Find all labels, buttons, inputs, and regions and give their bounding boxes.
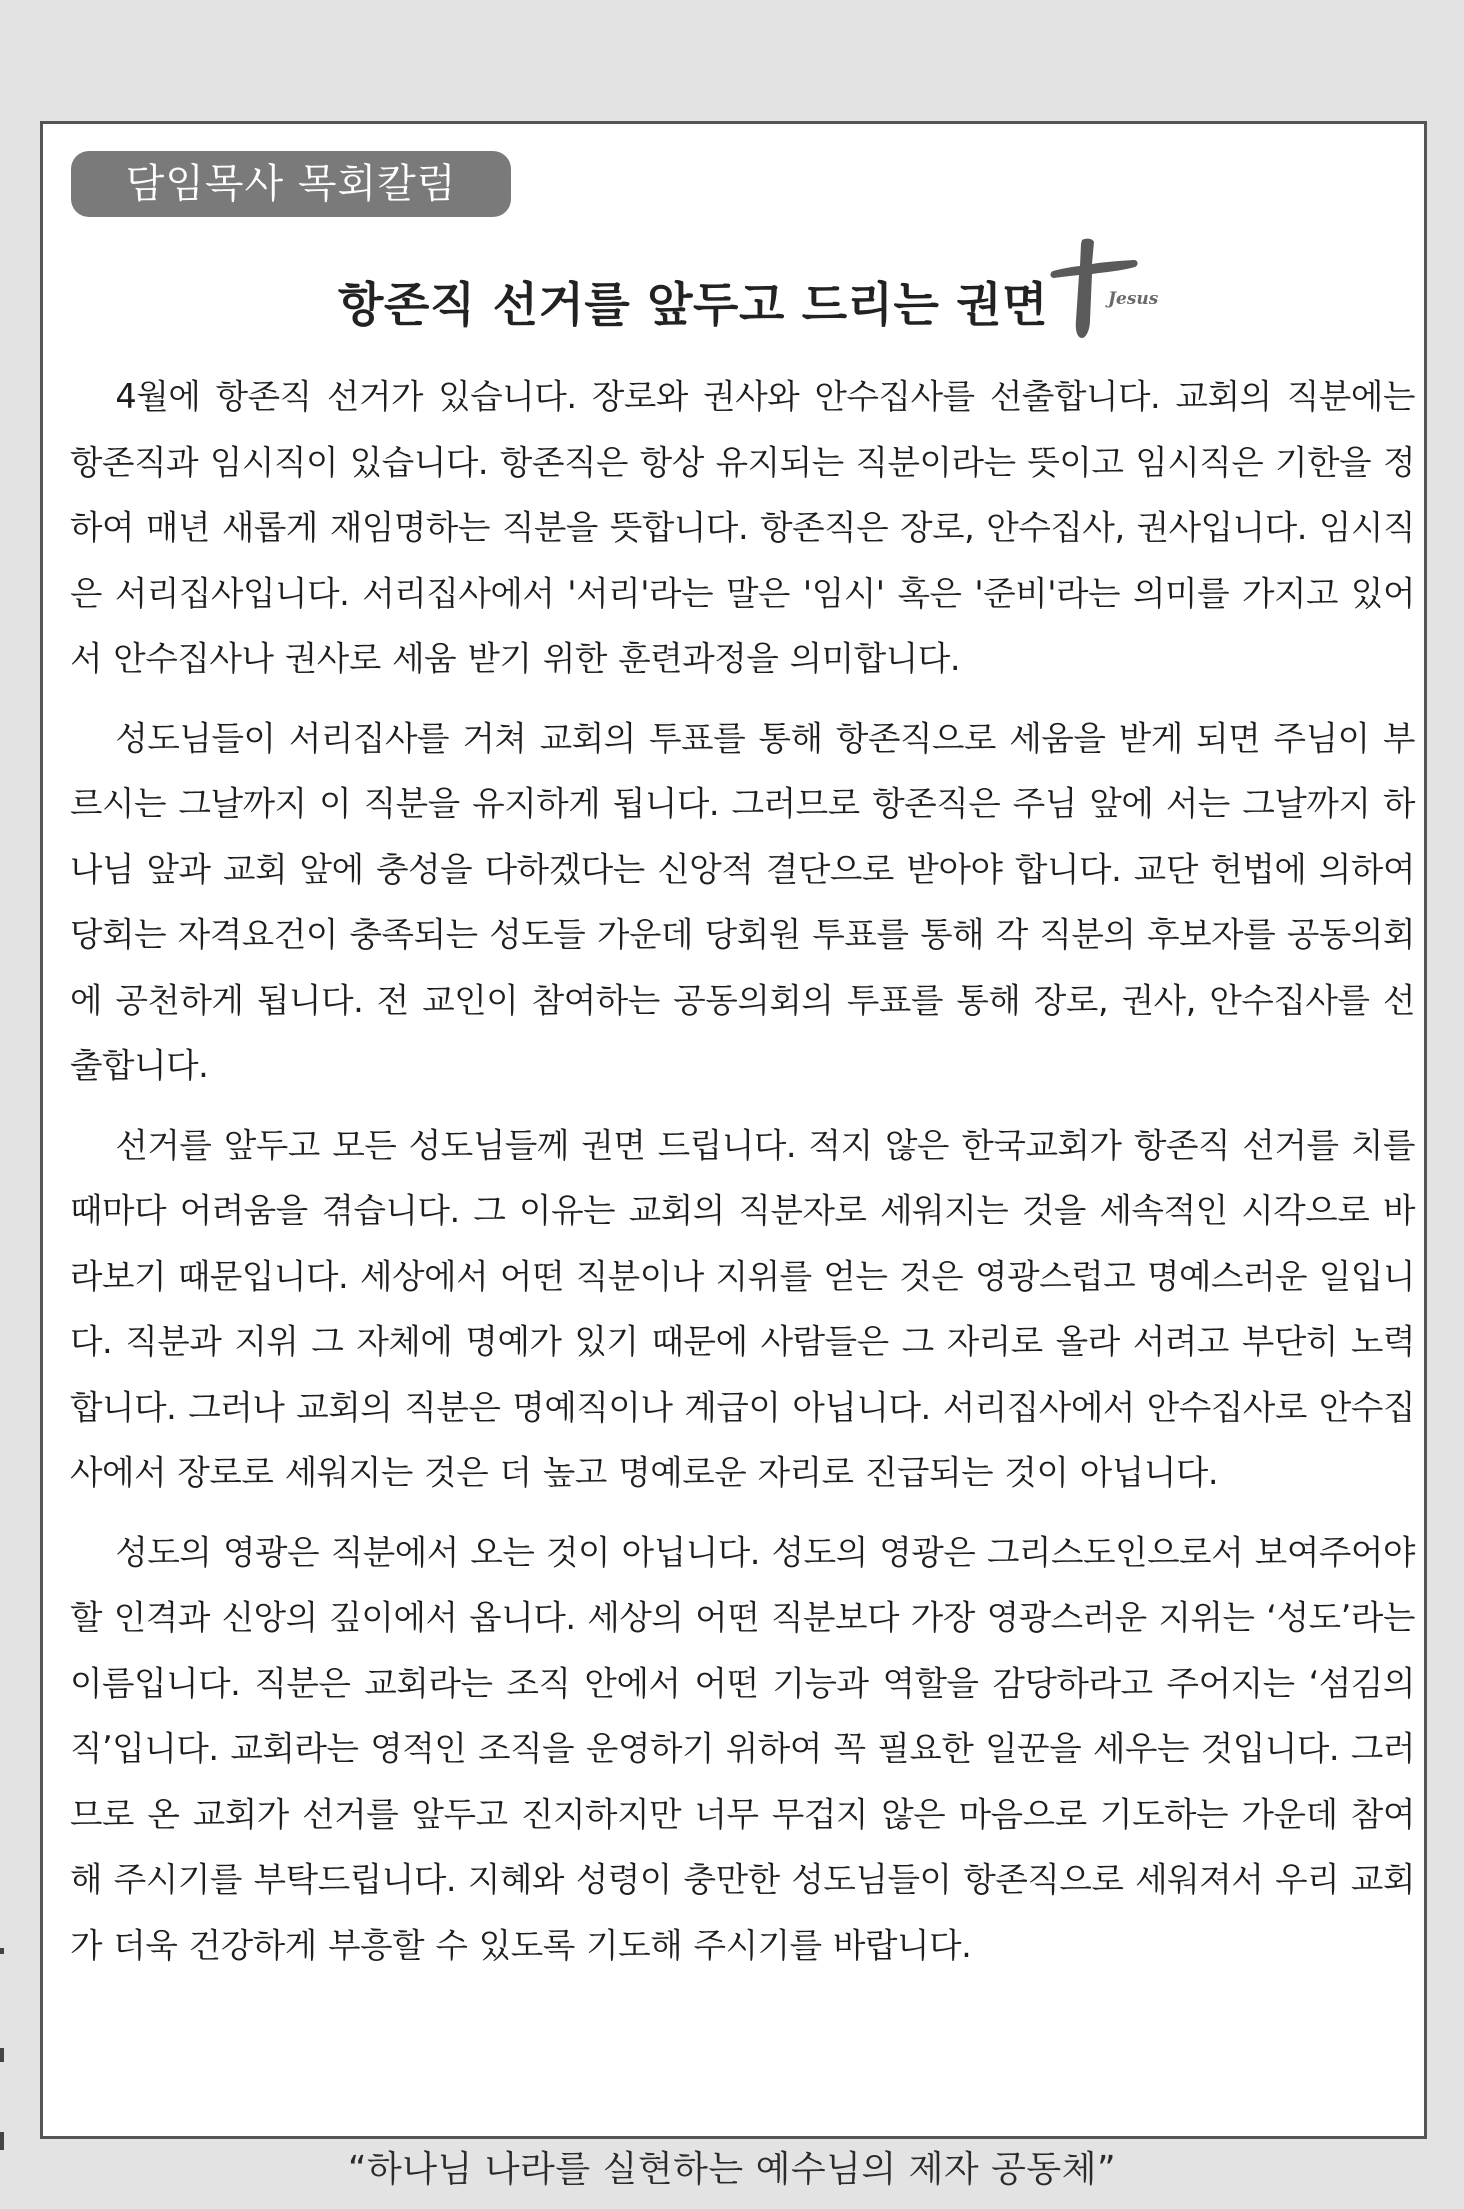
- footer-motto: “하나님 나라를 실현하는 예수님의 제자 공동체”: [347, 2149, 1117, 2190]
- column-title: 항존직 선거를 앞두고 드리는 권면: [338, 278, 1049, 333]
- section-tag: 담임목사 목회칼럼: [71, 151, 511, 217]
- cross-caption: Jesus: [1108, 289, 1159, 309]
- column-frame: [40, 121, 1427, 2139]
- column-body: [70, 364, 1415, 1978]
- paragraph-4: 성도의 영광은 직분에서 오는 것이 아닙니다. 성도의 영광은 그리스도인으로서 보여주어야 할 인격과 신앙의 깊이에서 옵니다. 세상의 어떤 직분보다 가장 영광스러운 지위는 ‘성도’라는 이름입니다. 직분은 교회라는 조직 안에서 어떤 기능과 역할을 감당하라고 주어지는 ‘섬김의 직’입니다. 교회라는 영적인 조직을 운영하기 위하여 꼭 필요한 일꾼을 세우는 것입니다. 그러므로 온 교회가 선거를 앞두고 진지하지만 너무 무겁지 않은 마음으로 기도하는 가운데 참여해 주시기를 부탁드립니다. 지혜와 성령이 충만한 성도님들이 항존직으로 세워져서 우리 교회가 더욱 건강하게 부흥할 수 있도록 기도해 주시기를 바랍니다.: [70, 1532, 1415, 1965]
- paragraph-2: 성도님들이 서리집사를 거쳐 교회의 투표를 통해 항존직으로 세움을 받게 되면 주님이 부르시는 그날까지 이 직분을 유지하게 됩니다. 그러므로 항존직은 주님 앞에 서는 그날까지 하나님 앞과 교회 앞에 충성을 다하겠다는 신앙적 결단으로 받아야 합니다. 교단 헌법에 의하여 당회는 자격요건이 충족되는 성도들 가운데 당회원 투표를 통해 각 직분의 후보자를 공동의회에 공천하게 됩니다. 전 교인이 참여하는 공동의회의 투표를 통해 장로, 권사, 안수집사를 선출합니다.: [70, 718, 1415, 1085]
- paragraph-3: 선거를 앞두고 모든 성도님들께 권면 드립니다. 적지 않은 한국교회가 항존직 선거를 치를 때마다 어려움을 겪습니다. 그 이유는 교회의 직분자로 세워지는 것을 세속적인 시각으로 바라보기 때문입니다. 세상에서 어떤 직분이나 지위를 얻는 것은 영광스럽고 명예스러운 일입니다. 직분과 지위 그 자체에 명예가 있기 때문에 사람들은 그 자리로 올라 서려고 부단히 노력합니다. 그러나 교회의 직분은 명예직이나 계급이 아닙니다. 서리집사에서 안수집사로 안수집사에서 장로로 세워지는 것은 더 높고 명예로운 자리로 진급되는 것이 아닙니다.: [70, 1125, 1415, 1492]
- paragraph-1: 4월에 항존직 선거가 있습니다. 장로와 권사와 안수집사를 선출합니다. 교회의 직분에는 항존직과 임시직이 있습니다. 항존직은 항상 유지되는 직분이라는 뜻이고 임시직은 기한을 정하여 매년 새롭게 재임명하는 직분을 뜻합니다. 항존직은 장로, 안수집사, 권사입니다. 임시직은 서리집사입니다. 서리집사에서 '서리'라는 말은 '임시' 혹은 '준비'라는 의미를 가지고 있어서 안수집사나 권사로 세움 받기 위한 훈련과정을 의미합니다.: [70, 377, 1415, 678]
- left-margin-mark: [0, 1948, 4, 1954]
- title-row: [43, 234, 1424, 344]
- cross-icon: [1048, 234, 1178, 344]
- left-margin-mark: [0, 2048, 4, 2062]
